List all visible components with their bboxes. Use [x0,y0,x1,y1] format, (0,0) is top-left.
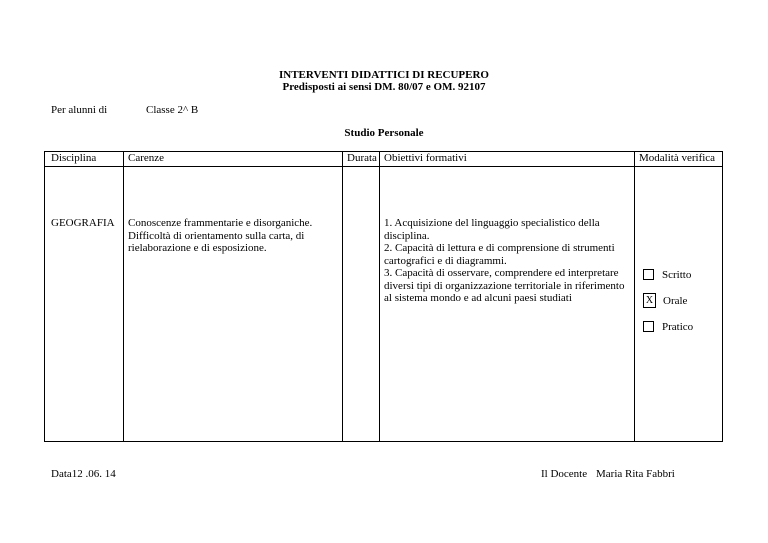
classe-value: Classe 2^ B [146,104,199,116]
verifica-option-pratico[interactable] [643,320,718,333]
checkbox-scritto[interactable] [643,269,654,280]
header-obiettivi: Obiettivi formativi [380,152,635,167]
table-row [45,167,723,442]
alunni-label: Per alunni di [51,104,108,116]
interventi-table [44,151,723,442]
carenze-line: Conoscenze frammentarie e disorganiche. [128,217,313,229]
verifica-option-scritto[interactable] [643,268,718,281]
cell-carenze [124,167,343,442]
verifica-label: Pratico [662,320,694,333]
checkbox-pratico[interactable] [643,321,654,332]
verifica-label: Orale [663,294,688,307]
cell-verifica [635,167,723,442]
cell-durata [343,167,380,442]
verifica-label: Scritto [662,268,692,281]
document-subtitle: Predisposti ai sensi DM. 80/07 e OM. 92107 [282,81,486,93]
checkbox-orale[interactable]: X [643,293,656,308]
section-title: Studio Personale [344,127,424,139]
header-disciplina: Disciplina [45,152,124,167]
obiettivo-item: 2. Capacità di lettura e di comprensione di strumenti cartografici e di diagrammi. [384,242,615,267]
verifica-option-orale[interactable] [643,294,718,307]
cell-disciplina: GEOGRAFIA [45,167,124,442]
header-carenze: Carenze [124,152,343,167]
document-title: INTERVENTI DIDATTICI DI RECUPERO [279,69,489,81]
cell-obiettivi [380,167,635,442]
date-field: Data12 .06. 14 [51,468,116,480]
carenze-line: Difficoltà di orientamento sulla carta, di [128,229,305,242]
carenze-line: rielaborazione e di esposizione. [128,242,267,254]
header-verifica: Modalità verifica [635,152,723,167]
header-durata: Durata [343,152,380,167]
obiettivo-item: 1. Acquisizione del linguaggio specialistico della disciplina. [384,217,600,242]
docente-label: Il Docente [541,468,588,480]
obiettivo-item: 3. Capacità di osservare, comprendere ed interpretare diversi tipi di organizzazione territoriale in riferimento al sistema mondo e ad alcuni paesi studiati [384,267,625,304]
docente-name: Maria Rita Fabbri [596,468,675,480]
table-header-row [45,152,723,167]
